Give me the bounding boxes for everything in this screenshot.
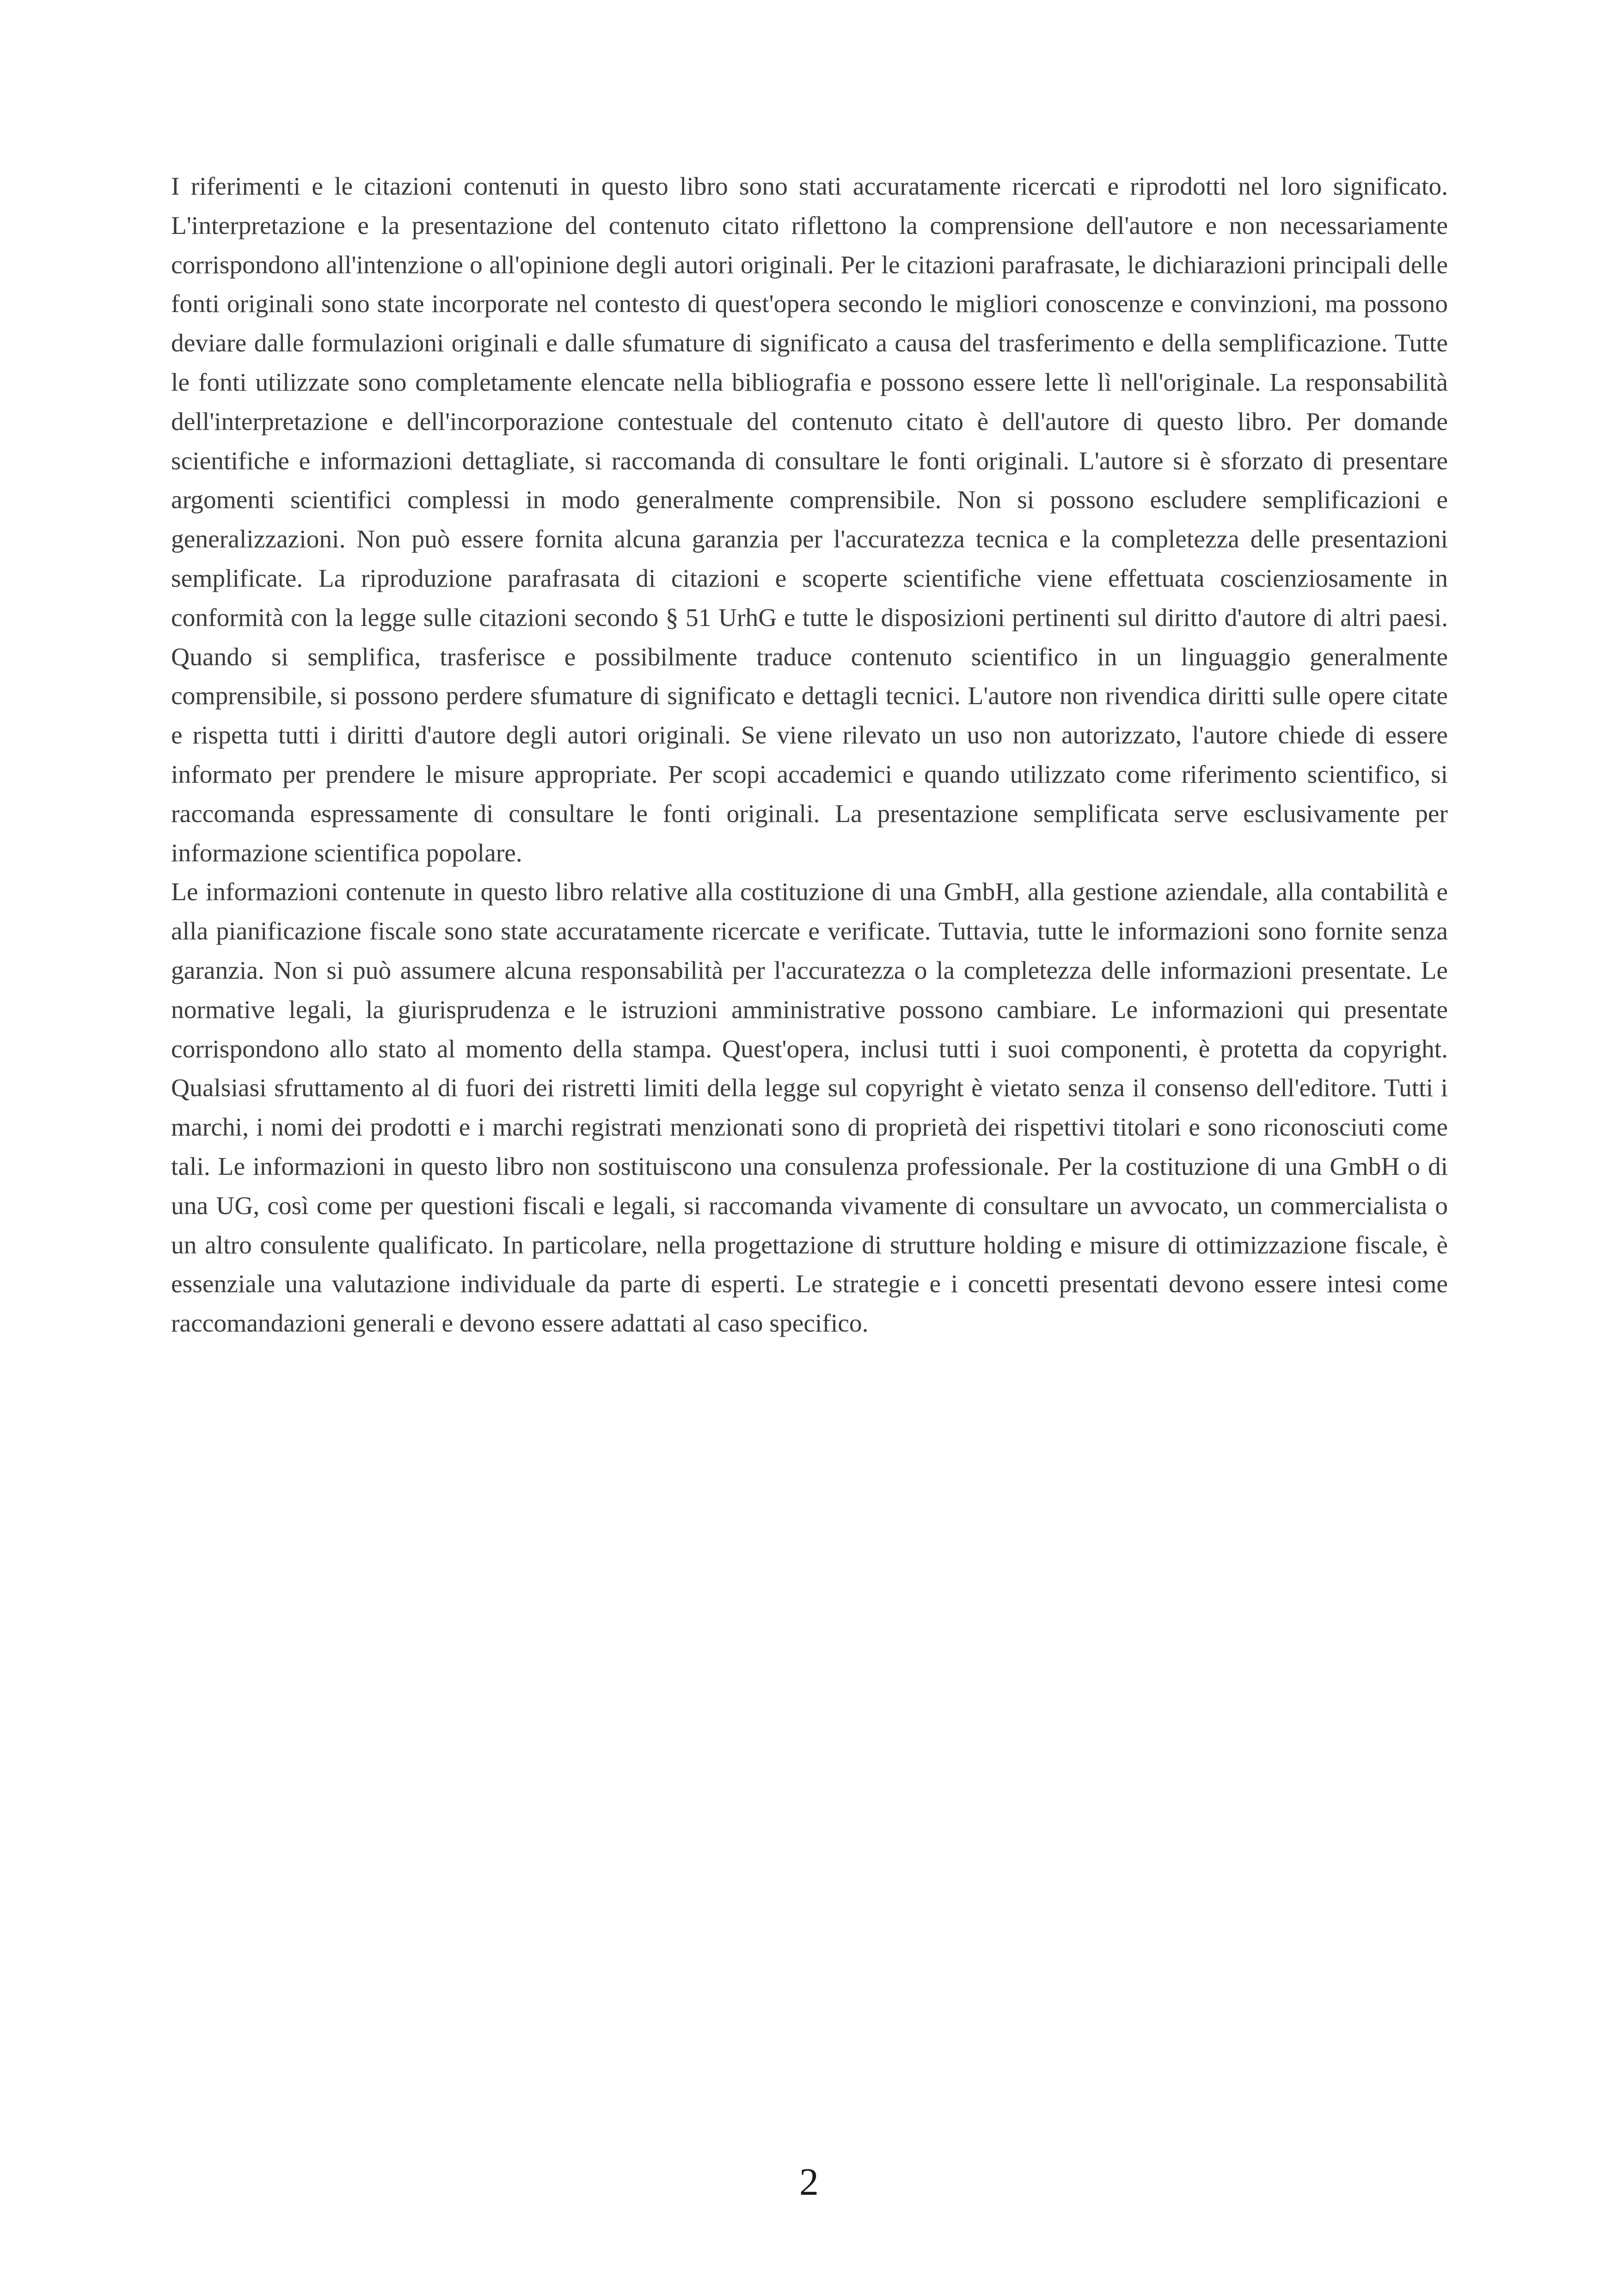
- disclaimer-citations-paragraph: I riferimenti e le citazioni contenuti in questo libro sono stati accuratamente ricercati e riprodotti nel loro significato. L'interpretazione e la presentazione del contenuto citato riflettono la comprensione dell'autore e non necessariamente corrispondono all'intenzione o all'opinione degli autori originali. Per le citazioni parafrasate, le dichiarazioni principali delle fonti originali sono state incorporate nel contesto di quest'opera secondo le migliori conoscenze e convinzioni, ma possono deviare dalle formulazioni originali e dalle sfumature di significato a causa del trasferimento e della semplificazione. Tutte le fonti utilizzate sono completamente elencate nella bibliografia e possono essere lette lì nell'originale. La responsabilità dell'interpretazione e dell'incorporazione contestuale del contenuto citato è dell'autore di questo libro. Per domande scientifiche e informazioni dettagliate, si raccomanda di consultare le fonti originali. L'autore si è sforzato di presentare argomenti scientifici complessi in modo generalmente comprensibile. Non si possono escludere semplificazioni e generalizzazioni. Non può essere fornita alcuna garanzia per l'accuratezza tecnica e la completezza delle presentazioni semplificate. La riproduzione parafrasata di citazioni e scoperte scientifiche viene effettuata coscienziosamente in conformità con la legge sulle citazioni secondo § 51 UrhG e tutte le disposizioni pertinenti sul diritto d'autore di altri paesi. Quando si semplifica, trasferisce e possibilmente traduce contenuto scientifico in un linguaggio generalmente comprensibile, si possono perdere sfumature di significato e dettagli tecnici. L'autore non rivendica diritti sulle opere citate e rispetta tutti i diritti d'autore degli autori originali. Se viene rilevato un uso non autorizzato, l'autore chiede di essere informato per prendere le misure appropriate. Per scopi accademici e quando utilizzato come riferimento scientifico, si raccomanda espressamente di consultare le fonti originali. La presentazione semplificata serve esclusivamente per informazione scientifica popolare.: [171, 172, 1448, 867]
- disclaimer-legal-paragraph: Le informazioni contenute in questo libro relative alla costituzione di una GmbH, alla gestione aziendale, alla contabilità e alla pianificazione fiscale sono state accuratamente ricercate e verificate. Tuttavia, tutte le informazioni sono fornite senza garanzia. Non si può assumere alcuna responsabilità per l'accuratezza o la completezza delle informazioni presentate. Le normative legali, la giurisprudenza e le istruzioni amministrative possono cambiare. Le informazioni qui presentate corrispondono allo stato al momento della stampa. Quest'opera, inclusi tutti i suoi componenti, è protetta da copyright. Qualsiasi sfruttamento al di fuori dei ristretti limiti della legge sul copyright è vietato senza il consenso dell'editore. Tutti i marchi, i nomi dei prodotti e i marchi registrati menzionati sono di proprietà dei rispettivi titolari e sono riconosciuti come tali. Le informazioni in questo libro non sostituiscono una consulenza professionale. Per la costituzione di una GmbH o di una UG, così come per questioni fiscali e legali, si raccomanda vivamente di consultare un avvocato, un commercialista o un altro consulente qualificato. In particolare, nella progettazione di strutture holding e misure di ottimizzazione fiscale, è essenziale una valutazione individuale da parte di esperti. Le strategie e i concetti presentati devono essere intesi come raccomandazioni generali e devono essere adattati al caso specifico.: [171, 878, 1448, 1338]
- page-number: 2: [799, 2161, 819, 2204]
- body-text: [171, 167, 1448, 1344]
